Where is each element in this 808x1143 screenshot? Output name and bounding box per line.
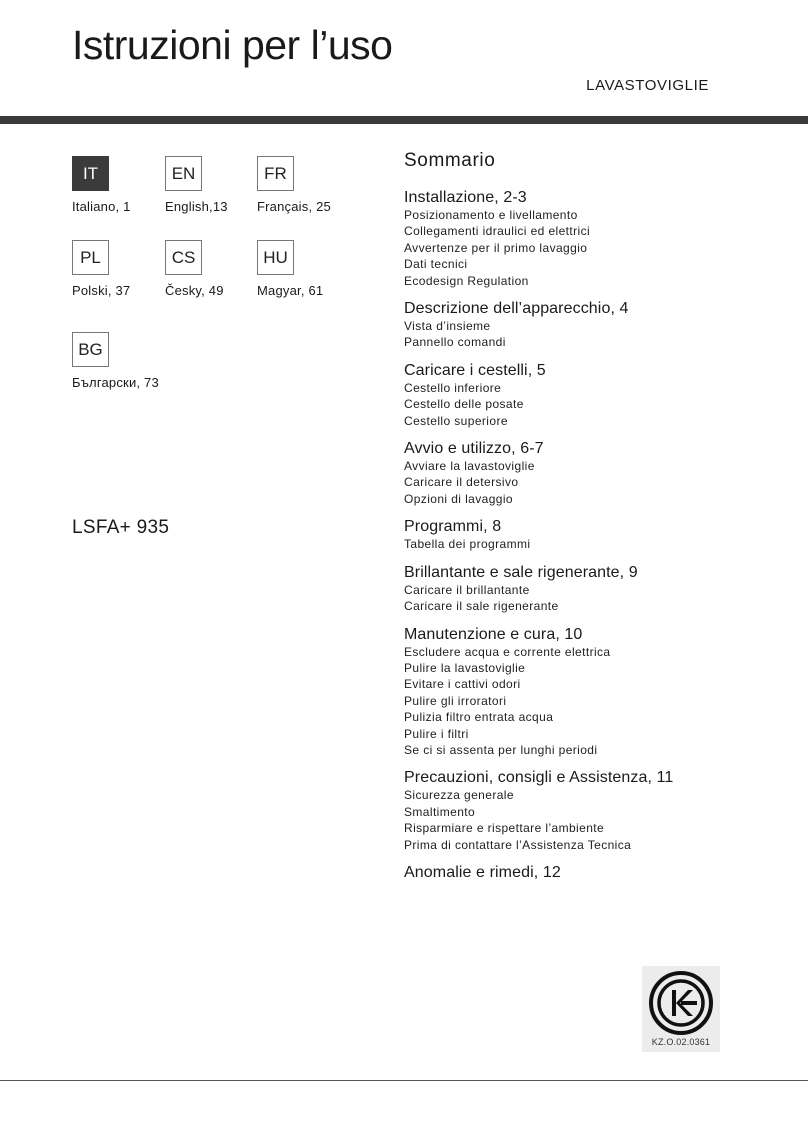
toc-item: Pulire gli irroratori [404, 693, 507, 708]
toc-section-heading: Precauzioni, consigli e Assistenza, 11 [404, 769, 674, 787]
language-label: Български, 73 [72, 375, 159, 390]
product-category: LAVASTOVIGLIE [586, 77, 709, 94]
kz-certification-mark-icon [648, 970, 714, 1036]
toc-item: Pannello comandi [404, 335, 506, 350]
toc-item: Se ci si assenta per lunghi periodi [404, 742, 598, 757]
toc-item: Risparmiare e rispettare l’ambiente [404, 821, 605, 836]
language-label: Česky, 49 [165, 283, 224, 298]
language-code-box: EN [165, 156, 202, 191]
language-option-pl[interactable] [72, 240, 152, 298]
certification-stamp [642, 966, 720, 1052]
language-code-box: PL [72, 240, 109, 275]
toc-item: Cestello superiore [404, 413, 508, 428]
toc-item: Dati tecnici [404, 257, 468, 272]
toc-section [404, 563, 784, 615]
toc-section [404, 361, 784, 429]
toc-item: Pulire la lavastoviglie [404, 660, 526, 675]
toc-section-heading: Anomalie e rimedi, 12 [404, 863, 561, 881]
language-label: English,13 [165, 199, 228, 214]
toc-item: Sicurezza generale [404, 788, 514, 803]
toc-section [404, 299, 784, 351]
toc-item: Ecodesign Regulation [404, 273, 529, 288]
language-label: Italiano, 1 [72, 199, 131, 214]
toc-section-heading: Avvio e utilizzo, 6-7 [404, 440, 544, 458]
toc-item: Tabella dei programmi [404, 537, 531, 552]
page-title: Istruzioni per l’uso [72, 22, 393, 68]
language-option-it[interactable] [72, 156, 152, 214]
language-label: Français, 25 [257, 199, 331, 214]
toc-sections [404, 188, 784, 882]
toc-item: Caricare il sale rigenerante [404, 599, 559, 614]
toc-item: Smaltimento [404, 804, 476, 819]
toc-section-heading: Brillantante e sale rigenerante, 9 [404, 563, 638, 581]
language-code-box: HU [257, 240, 294, 275]
toc-section [404, 439, 784, 507]
toc-item: Vista d’insieme [404, 319, 491, 334]
toc-section-heading: Descrizione dell’apparecchio, 4 [404, 300, 629, 318]
language-label: Polski, 37 [72, 283, 131, 298]
toc-item: Prima di contattare l’Assistenza Tecnica [404, 837, 632, 852]
language-code-box: CS [165, 240, 202, 275]
toc-title: Sommario [404, 150, 496, 171]
toc-item: Opzioni di lavaggio [404, 491, 513, 506]
toc-section [404, 517, 784, 552]
language-option-en[interactable] [165, 156, 245, 214]
toc-section [404, 188, 784, 289]
toc-item: Pulizia filtro entrata acqua [404, 710, 554, 725]
toc-item: Evitare i cattivi odori [404, 677, 521, 692]
language-code-box: FR [257, 156, 294, 191]
language-code-box: IT [72, 156, 109, 191]
header-divider [0, 116, 808, 124]
footer-divider [0, 1080, 808, 1081]
toc-section-heading: Installazione, 2-3 [404, 189, 527, 206]
toc-item: Posizionamento e livellamento [404, 208, 578, 222]
language-option-cs[interactable] [165, 240, 245, 298]
toc-item: Escludere acqua e corrente elettrica [404, 644, 611, 659]
toc-section-heading: Manutenzione e cura, 10 [404, 625, 583, 643]
language-label: Magyar, 61 [257, 283, 324, 298]
toc-section-heading: Caricare i cestelli, 5 [404, 361, 546, 379]
language-option-hu[interactable] [257, 240, 337, 298]
toc-item: Caricare il brillantante [404, 582, 530, 597]
toc-item: Avviare la lavastoviglie [404, 459, 535, 474]
toc-section-heading: Programmi, 8 [404, 518, 502, 536]
table-of-contents [404, 150, 784, 892]
model-number: LSFA+ 935 [72, 517, 170, 538]
toc-item: Collegamenti idraulici ed elettrici [404, 224, 591, 239]
toc-item: Caricare il detersivo [404, 475, 519, 490]
toc-section [404, 768, 784, 853]
toc-item: Cestello inferiore [404, 380, 502, 395]
toc-item: Cestello delle posate [404, 397, 524, 412]
toc-section [404, 625, 784, 759]
toc-section [404, 863, 784, 882]
toc-item: Pulire i filtri [404, 726, 469, 741]
certification-code: KZ.O.02.0361 [651, 1037, 711, 1047]
toc-item: Avvertenze per il primo lavaggio [404, 240, 588, 255]
language-code-box: BG [72, 332, 109, 367]
language-option-bg[interactable] [72, 332, 159, 390]
language-option-fr[interactable] [257, 156, 337, 214]
